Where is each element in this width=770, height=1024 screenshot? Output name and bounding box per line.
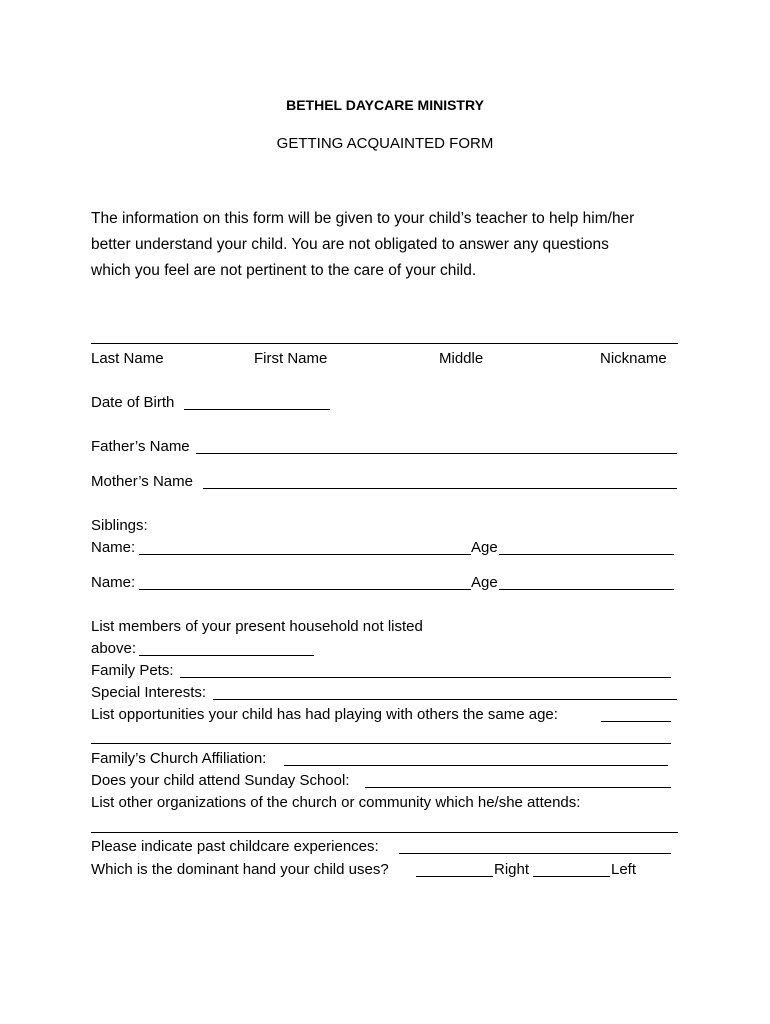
right-hand-field[interactable] [416, 876, 493, 877]
organizations-field[interactable] [91, 832, 678, 833]
left-hand-label: Left [611, 861, 637, 878]
full-name-line[interactable] [91, 343, 678, 344]
dob-label: Date of Birth [91, 394, 175, 411]
sibling-2-name-field[interactable] [139, 589, 471, 590]
dominant-hand-label: Which is the dominant hand your child uses? [91, 861, 389, 878]
form-subtitle: GETTING ACQUAINTED FORM [276, 135, 494, 152]
mother-name-label: Mother’s Name [91, 473, 193, 490]
play-opportunities-field[interactable] [601, 721, 671, 722]
intro-line-2: better understand your child. You are not obligated to answer any questions [91, 236, 609, 253]
dob-field[interactable] [184, 409, 330, 410]
right-hand-label: Right [494, 861, 530, 878]
first-name-label: First Name [254, 350, 328, 367]
church-affiliation-field[interactable] [284, 765, 668, 766]
household-label-cont: above: [91, 640, 137, 657]
household-field[interactable] [139, 655, 314, 656]
sunday-school-label: Does your child attend Sunday School: [91, 772, 350, 789]
interests-label: Special Interests: [91, 684, 207, 701]
last-name-label: Last Name [91, 350, 164, 367]
pets-label: Family Pets: [91, 662, 174, 679]
church-affiliation-label: Family’s Church Affiliation: [91, 750, 267, 767]
father-name-field[interactable] [196, 453, 677, 454]
form-title: BETHEL DAYCARE MINISTRY [286, 97, 484, 113]
sibling-2-name-label: Name: [91, 574, 136, 591]
mother-name-field[interactable] [203, 488, 677, 489]
sibling-1-name-field[interactable] [139, 554, 471, 555]
sibling-2-age-field[interactable] [499, 589, 674, 590]
intro-line-3: which you feel are not pertinent to the care of your child. [91, 262, 477, 279]
play-opportunities-field-cont[interactable] [91, 743, 671, 744]
childcare-label: Please indicate past childcare experiences: [91, 838, 379, 855]
intro-line-1: The information on this form will be given to your child’s teacher to help him/her [91, 210, 635, 227]
middle-name-label: Middle [439, 350, 484, 367]
intro-paragraph [91, 206, 691, 284]
father-name-label: Father’s Name [91, 438, 190, 455]
sunday-school-field[interactable] [365, 787, 671, 788]
play-opportunities-label: List opportunities your child has had playing with others the same age: [91, 706, 558, 723]
left-hand-field[interactable] [533, 876, 610, 877]
interests-field[interactable] [213, 699, 677, 700]
organizations-label: List other organizations of the church or community which he/she attends: [91, 794, 581, 811]
siblings-label: Siblings: [91, 517, 148, 534]
childcare-field[interactable] [399, 853, 671, 854]
sibling-1-name-label: Name: [91, 539, 136, 556]
sibling-1-age-label: Age [471, 539, 498, 556]
pets-field[interactable] [180, 677, 671, 678]
nickname-label: Nickname [600, 350, 667, 367]
sibling-1-age-field[interactable] [499, 554, 674, 555]
sibling-2-age-label: Age [471, 574, 498, 591]
household-label: List members of your present household not listed [91, 618, 423, 635]
